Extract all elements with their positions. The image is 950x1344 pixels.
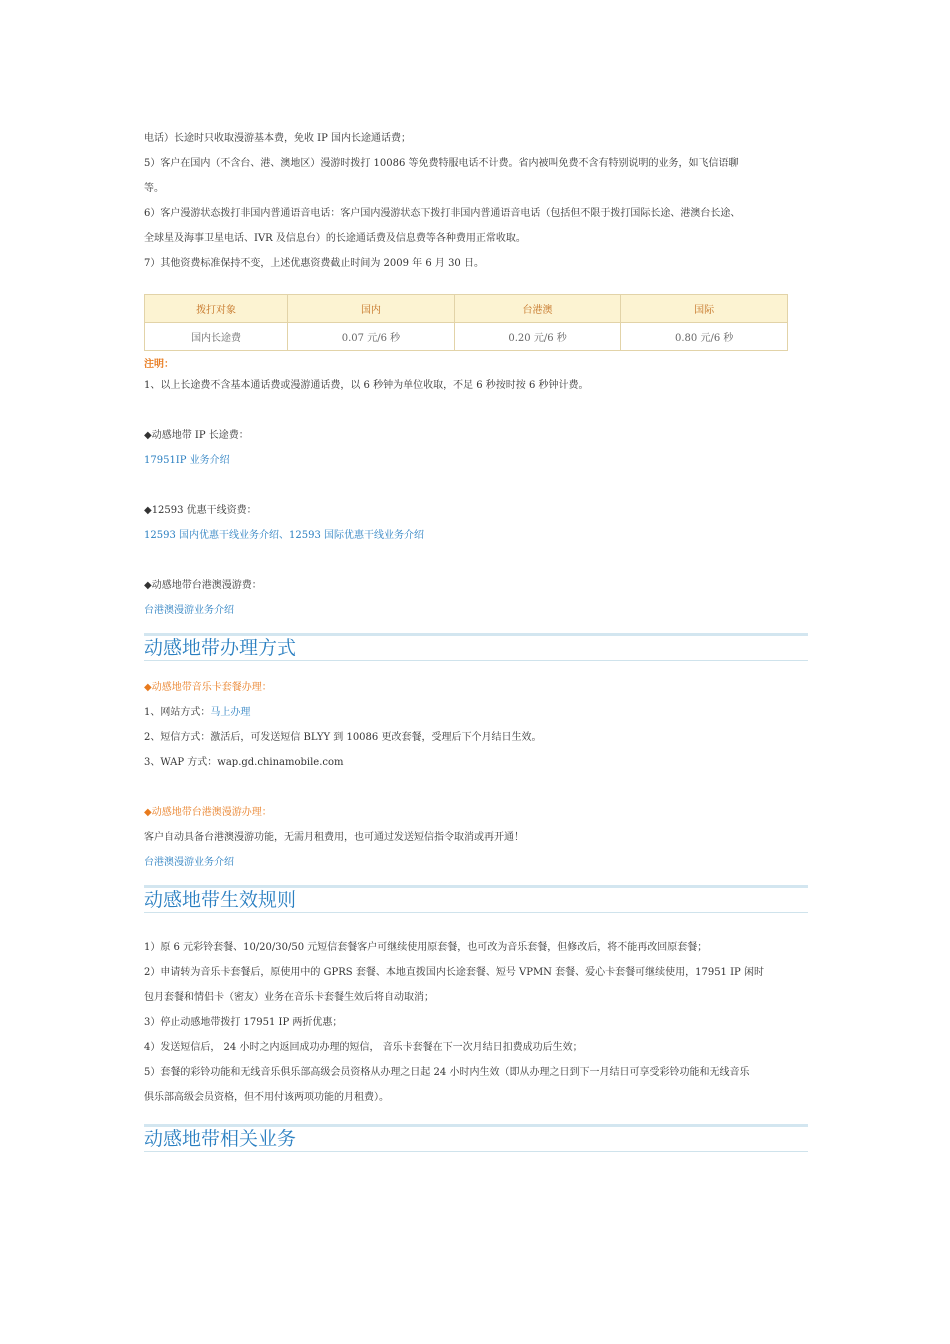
- rate-table-cell: 0.20 元/6 秒: [454, 323, 621, 351]
- intro-line-4: 6）客户漫游状态拨打非国内普通语音电话：客户国内漫游状态下拨打非国内普通语音电话（包括但不限于拨打国际长途、港澳台长途、: [144, 208, 741, 219]
- wap-method: 3、WAP 方式：wap.gd.chinamobile.com: [144, 757, 344, 768]
- intro-line-3: 等。: [144, 183, 164, 194]
- roam-apply-link[interactable]: 台港澳漫游业务介绍: [144, 857, 234, 868]
- apply-now-link[interactable]: 马上办理: [210, 707, 251, 718]
- rate-table-header-row: [145, 295, 788, 323]
- rule-5b: 俱乐部高级会员资格，但不用付该两项功能的月租费）。: [144, 1092, 389, 1103]
- section-divider: [144, 912, 808, 913]
- web-method-label: 1、网站方式：: [144, 707, 211, 718]
- intro-line-5: 全球星及海事卫星电话、IVR 及信息台）的长途通话费及信息费等各种费用正常收取。: [144, 233, 526, 244]
- trunk-fee-link[interactable]: 12593 国内优惠干线业务介绍、12593 国际优惠干线业务介绍: [144, 530, 424, 541]
- rule-2b: 包月套餐和情侣卡（密友）业务在音乐卡套餐生效后将自动取消；: [144, 992, 434, 1003]
- roaming-fee-link[interactable]: 台港澳漫游业务介绍: [144, 605, 234, 616]
- roam-apply-heading: ◆动感地带台港澳漫游办理：: [144, 807, 272, 818]
- note-title: 注明：: [144, 359, 174, 370]
- trunk-fee-heading: ◆12593 优惠干线资费：: [144, 505, 257, 516]
- intro-line-6: 7）其他资费标准保持不变，上述优惠资费截止时间为 2009 年 6 月 30 日。: [144, 258, 484, 269]
- section-divider: [144, 660, 808, 661]
- section-related-header: [144, 1124, 808, 1152]
- rule-4: 4）发送短信后， 24 小时之内返回成功办理的短信， 音乐卡套餐在下一次月结日扣费成功后生效；: [144, 1042, 583, 1053]
- rate-table-header: 国际: [621, 295, 788, 323]
- rate-table: [144, 294, 788, 351]
- intro-line-1: 电话）长途时只收取漫游基本费，免收 IP 国内长途通话费；: [144, 133, 412, 144]
- rate-table-cell: 0.80 元/6 秒: [621, 323, 788, 351]
- section-related-title: 动感地带相关业务: [144, 1128, 297, 1150]
- rule-1: 1）原 6 元彩铃套餐、10/20/30/50 元短信套餐客户可继续使用原套餐，也可改为音乐套餐，但修改后，将不能再改回原套餐；: [144, 942, 708, 953]
- section-rules-header: [144, 885, 808, 913]
- roaming-fee-heading: ◆动感地带台港澳漫游费：: [144, 580, 262, 591]
- web-method: [144, 700, 808, 725]
- rule-5a: 5）套餐的彩铃功能和无线音乐俱乐部高级会员资格从办理之日起 24 小时内生效（即从办理之日到下一月结日可享受彩铃功能和无线音乐: [144, 1067, 750, 1078]
- rule-3: 3）停止动感地带拨打 17951 IP 两折优惠；: [144, 1017, 343, 1028]
- document-page: [144, 126, 808, 1166]
- ip-fee-heading: ◆动感地带 IP 长途费：: [144, 430, 249, 441]
- rate-table-header: 台港澳: [454, 295, 621, 323]
- music-apply-heading: ◆动感地带音乐卡套餐办理：: [144, 682, 272, 693]
- section-rules-title: 动感地带生效规则: [144, 889, 297, 911]
- roam-apply-text: 客户自动具备台港澳漫游功能，无需月租费用，也可通过发送短信指令取消或再开通！: [144, 832, 524, 843]
- rate-table-header: 拨打对象: [145, 295, 288, 323]
- note-text: 1、以上长途费不含基本通话费或漫游通话费，以 6 秒钟为单位收取，不足 6 秒按时按 6 秒钟计费。: [144, 380, 589, 391]
- section-divider: [144, 1151, 808, 1152]
- ip-fee-link[interactable]: 17951IP 业务介绍: [144, 455, 230, 466]
- sms-method: 2、短信方式：激活后，可发送短信 BLYY 到 10086 更改套餐，受理后下个月结日生效。: [144, 732, 542, 743]
- rule-2a: 2）申请转为音乐卡套餐后，原使用中的 GPRS 套餐、本地直拨国内长途套餐、短号 VPMN 套餐、爱心卡套餐可继续使用，17951 IP 闲时: [144, 967, 764, 978]
- rate-table-header: 国内: [288, 295, 455, 323]
- section-apply-title: 动感地带办理方式: [144, 637, 297, 659]
- intro-line-2: 5）客户在国内（不含台、港、澳地区）漫游时拨打 10086 等免费特服电话不计费。省内被叫免费不含有特别说明的业务，如飞信语聊: [144, 158, 739, 169]
- rate-table-cell: 国内长途费: [145, 323, 288, 351]
- rate-table-cell: 0.07 元/6 秒: [288, 323, 455, 351]
- rate-table-row: [145, 323, 788, 351]
- section-apply-header: [144, 633, 808, 661]
